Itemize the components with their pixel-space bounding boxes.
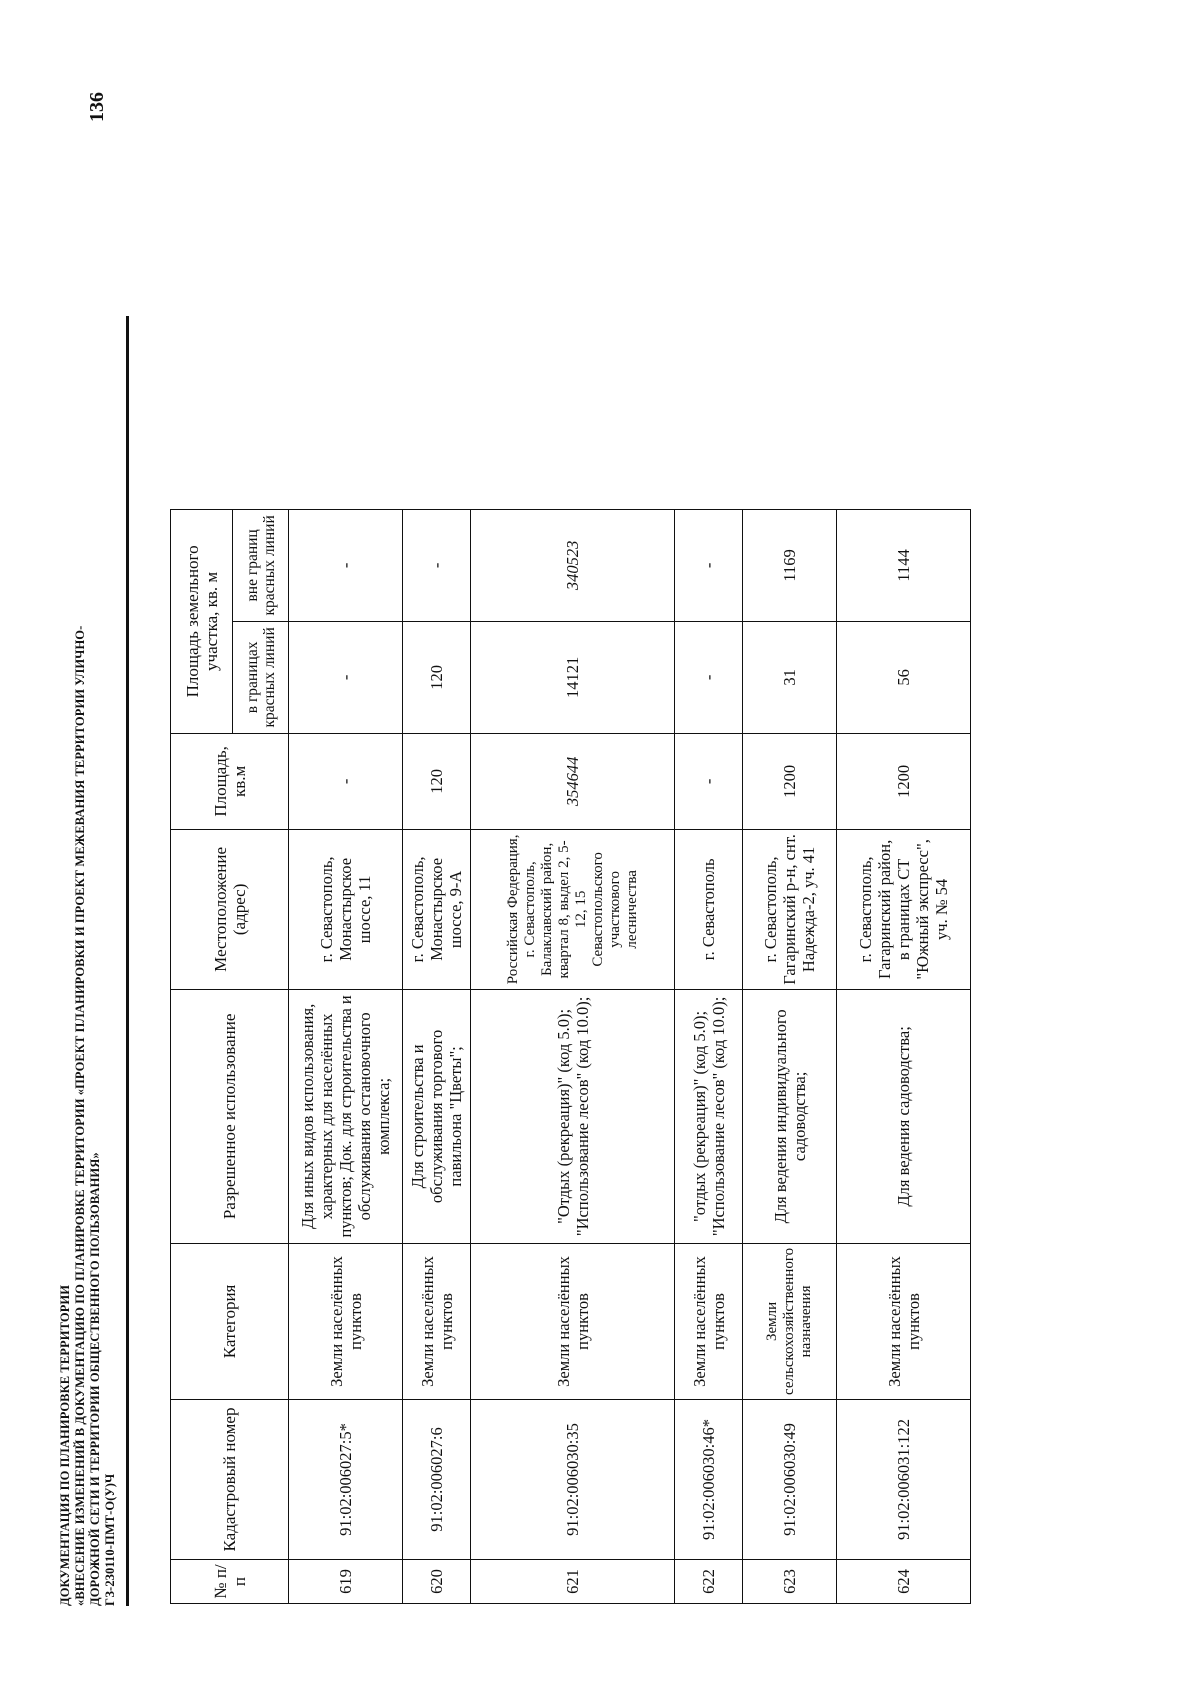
cell-outside-red: -: [289, 509, 403, 621]
cell-address: Российская Федерация, г. Севастополь, Балаклавский район, квартал 8, выдел 2, 5-12, 15 Севастопольского участкового лесничества: [471, 829, 675, 989]
cell-area: 354644: [471, 733, 675, 829]
cell-area: -: [289, 733, 403, 829]
cell-inside-red: 14121: [471, 621, 675, 733]
cell-inside-red: -: [289, 621, 403, 733]
header-divider: [126, 316, 129, 1606]
col-header-address: Местоположение (адрес): [171, 829, 289, 989]
cell-address: г. Севастополь, Монастырское шоссе, 11: [289, 829, 403, 989]
cell-num: 621: [471, 1560, 675, 1604]
cell-inside-red: 120: [403, 621, 471, 733]
table-row: [743, 509, 837, 1603]
cell-outside-red: 1169: [743, 509, 837, 621]
cell-usage: Для иных видов использования, характерных для населённых пунктов; Док. для строительства и обслуживания остановочного комплекса;: [289, 989, 403, 1243]
cell-area: 1200: [743, 733, 837, 829]
cell-area: 1200: [837, 733, 971, 829]
cell-address: г. Севастополь: [675, 829, 743, 989]
cell-address: г. Севастополь, Монастырское шоссе, 9-А: [403, 829, 471, 989]
cell-cadastral: 91:02:006030:35: [471, 1400, 675, 1560]
table-row: [471, 509, 675, 1603]
cell-category: Земли населённых пунктов: [675, 1243, 743, 1399]
col-header-cadastral: Кадастровый номер: [171, 1400, 289, 1560]
cell-usage: "Отдых (рекреация)" (код 5.0); "Использование лесов" (код 10.0);: [471, 989, 675, 1243]
cell-inside-red: 56: [837, 621, 971, 733]
cell-cadastral: 91:02:006031:122: [837, 1400, 971, 1560]
col-header-category: Категория: [171, 1243, 289, 1399]
cell-cadastral: 91:02:006027:5*: [289, 1400, 403, 1560]
cell-inside-red: -: [675, 621, 743, 733]
cell-num: 624: [837, 1560, 971, 1604]
cell-address: г. Севастополь, Гагаринский район, в границах СТ "Южный экспресс", уч. № 54: [837, 829, 971, 989]
table-row: [675, 509, 743, 1603]
col-header-inside-red: в границах красных линий: [233, 621, 289, 733]
page-number: 136: [86, 92, 108, 122]
table-row: [289, 509, 403, 1603]
header-line: ГЗ-230110-ПМТ-О(У)Ч: [103, 1473, 117, 1606]
cell-inside-red: 31: [743, 621, 837, 733]
cell-category: Земли сельскохозяйственного назначения: [743, 1243, 837, 1399]
cell-category: Земли населённых пунктов: [471, 1243, 675, 1399]
cell-cadastral: 91:02:006027:6: [403, 1400, 471, 1560]
col-header-parcel-area: Площадь земельного участка, кв. м: [171, 509, 233, 733]
document-header: [58, 106, 118, 1606]
cell-outside-red: -: [675, 509, 743, 621]
cell-category: Земли населённых пунктов: [403, 1243, 471, 1399]
cell-usage: Для ведения индивидуального садоводства;: [743, 989, 837, 1243]
cell-usage: "отдых (рекреация)" (код 5.0); "Использование лесов" (код 10.0);: [675, 989, 743, 1243]
header-line: «ВНЕСЕНИЕ ИЗМЕНЕНИЙ В ДОКУМЕНТАЦИЮ ПО ПЛАНИРОВКЕ ТЕРРИТОРИИ «ПРОЕКТ ПЛАНИРОВКИ И ПРОЕКТ МЕЖЕВАНИЯ ТЕРРИТОРИИ УЛИЧНО-: [73, 625, 87, 1606]
cell-num: 620: [403, 1560, 471, 1604]
table-header-row: [171, 509, 233, 1603]
table-row: [403, 509, 471, 1603]
cell-area: 120: [403, 733, 471, 829]
table-row: [837, 509, 971, 1603]
cell-outside-red: 340523: [471, 509, 675, 621]
header-line: ДОРОЖНОЙ СЕТИ И ТЕРРИТОРИИ ОБЩЕСТВЕННОГО ПОЛЬЗОВАНИЯ»: [88, 1152, 102, 1606]
cell-outside-red: -: [403, 509, 471, 621]
cell-category: Земли населённых пунктов: [289, 1243, 403, 1399]
cell-num: 622: [675, 1560, 743, 1604]
col-header-area: Площадь, кв.м: [171, 733, 289, 829]
cell-category: Земли населённых пунктов: [837, 1243, 971, 1399]
cell-usage: Для строительства и обслуживания торгового павильона "Цветы";: [403, 989, 471, 1243]
cell-cadastral: 91:02:006030:46*: [675, 1400, 743, 1560]
cell-outside-red: 1144: [837, 509, 971, 621]
header-line: ДОКУМЕНТАЦИЯ ПО ПЛАНИРОВКЕ ТЕРРИТОРИИ: [58, 1284, 72, 1606]
cell-address: г. Севастополь, Гагаринский р-н, снт. Надежда-2, уч. 41: [743, 829, 837, 989]
cell-area: -: [675, 733, 743, 829]
col-header-num: № п/п: [171, 1560, 289, 1604]
parcel-table: [170, 509, 971, 1604]
col-header-usage: Разрешенное использование: [171, 989, 289, 1243]
cell-num: 623: [743, 1560, 837, 1604]
col-header-outside-red: вне границ красных линий: [233, 509, 289, 621]
cell-num: 619: [289, 1560, 403, 1604]
cell-cadastral: 91:02:006030:49: [743, 1400, 837, 1560]
cell-usage: Для ведения садоводства;: [837, 989, 971, 1243]
